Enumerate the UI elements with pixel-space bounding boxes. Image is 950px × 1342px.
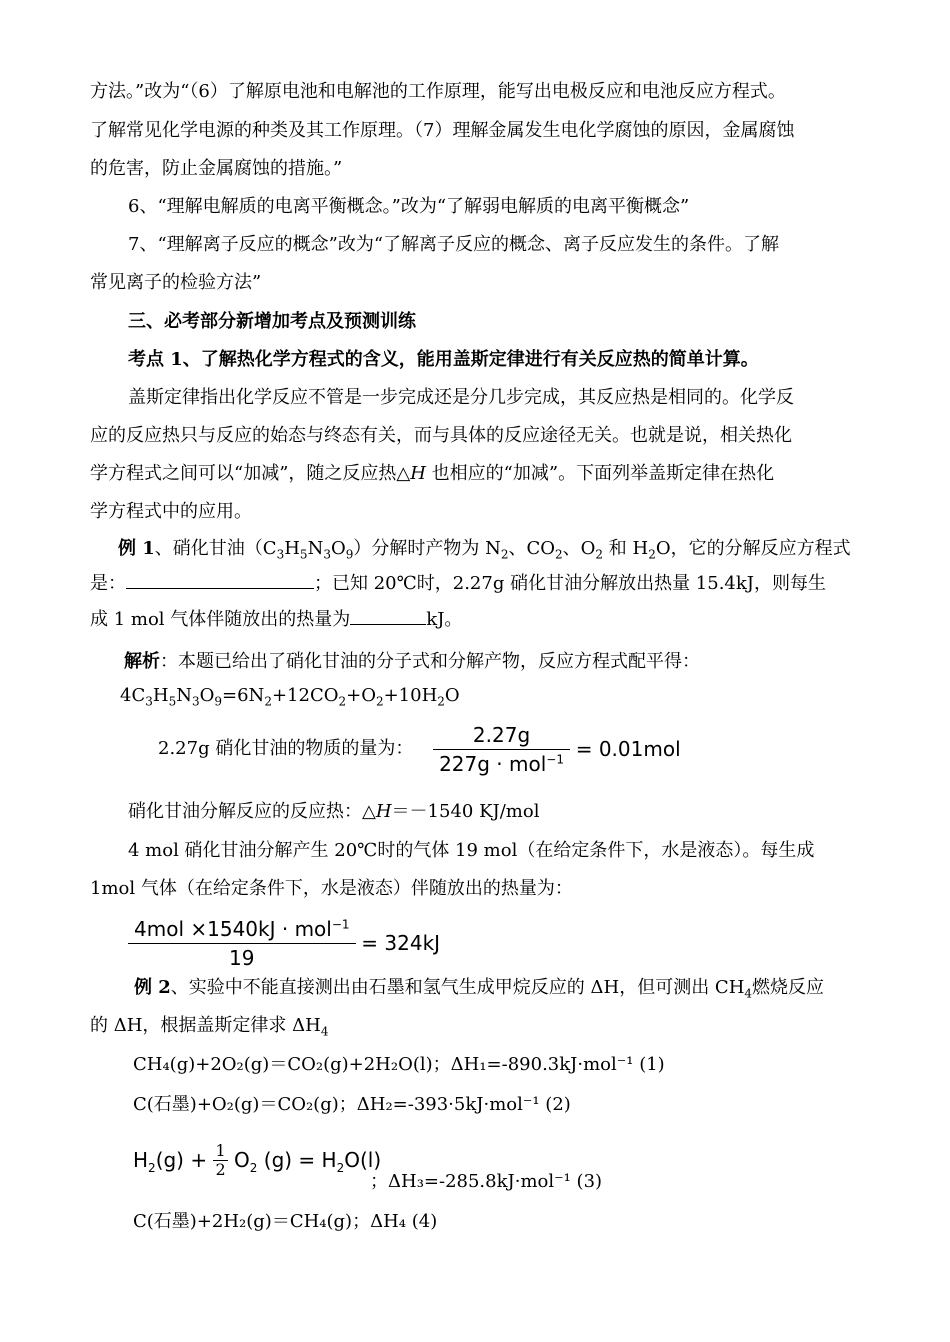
result: = 324kJ xyxy=(361,931,441,955)
equation-2: C(石墨)+O₂(g)＝CO₂(g)；ΔH₂=-393·5kJ·mol⁻¹ (2) xyxy=(133,1094,571,1115)
text-part: 成 1 mol 气体伴随放出的热量为 xyxy=(90,609,351,630)
text-part: N xyxy=(307,538,324,559)
fraction xyxy=(128,917,356,970)
subscript: 4 xyxy=(744,986,753,1001)
example-label: 例 2 xyxy=(134,977,171,998)
text-part: H xyxy=(152,685,169,706)
subscript: 9 xyxy=(214,694,223,709)
numerator xyxy=(128,917,356,944)
text-line: 常见离子的检验方法” xyxy=(90,272,262,293)
text-part: O xyxy=(330,538,346,559)
denominator: 2 xyxy=(215,1159,226,1179)
heat-line xyxy=(128,800,539,824)
text-line: 6、“理解电解质的电离平衡概念。”改为“了解弱电解质的电离平衡概念” xyxy=(128,196,690,217)
equation-4: C(石墨)+2H₂(g)＝CH₄(g)；ΔH₄ (4) xyxy=(133,1211,438,1232)
text-line: 盖斯定律指出化学反应不管是一步完成还是分几步完成，其反应热是相同的。化学反 xyxy=(128,387,794,408)
text-part: (g) = H xyxy=(257,1148,337,1172)
text-line: 的危害，防止金属腐蚀的措施。” xyxy=(90,158,343,179)
text-part: (g) + xyxy=(155,1148,214,1172)
subscript: 2 xyxy=(336,1161,345,1175)
topic-heading: 考点 1、了解热化学方程式的含义，能用盖斯定律进行有关反应热的简单计算。 xyxy=(128,349,759,370)
numerator: 1 xyxy=(215,1140,226,1160)
text-part: kJ。 xyxy=(426,609,463,630)
text-part: 是： xyxy=(90,573,126,594)
enthalpy-symbol: H xyxy=(375,801,392,822)
subscript: 2 xyxy=(264,694,272,709)
subscript: 3 xyxy=(276,547,285,562)
text-part: 的 ΔH，根据盖斯定律求 ΔH xyxy=(90,1015,321,1036)
text-part: ）分解时产物为 N xyxy=(353,538,501,559)
equation-3-formula xyxy=(133,1138,381,1182)
text-part: 、硝化甘油（C xyxy=(154,538,277,559)
equation-3-math xyxy=(227,1148,382,1175)
subscript: 4 xyxy=(320,1024,329,1039)
numerator: 2.27g xyxy=(433,723,570,750)
result: = 0.01mol xyxy=(575,737,681,761)
denominator: 19 xyxy=(229,945,255,970)
text-line xyxy=(90,462,774,486)
text-part: 学方程式之间可以“加减”，随之反应热△ xyxy=(90,463,411,484)
text-line: 4 mol 硝化甘油分解产生 20℃时的气体 19 mol（在给定条件下，水是液态）。每生成 xyxy=(128,840,815,861)
text-part: 、实验中不能直接测出由石墨和氢气生成甲烷反应的 ΔH，但可测出 CH xyxy=(170,977,745,998)
example-2-line xyxy=(134,976,824,1000)
example-1-line xyxy=(90,608,462,632)
text-part: O xyxy=(444,685,460,706)
text-part: ；已知 20℃时，2.27g 硝化甘油分解放出热量 15.4kJ，则每生 xyxy=(314,573,827,594)
subscript: 2 xyxy=(595,547,604,562)
text-line: 学方程式中的应用。 xyxy=(90,501,252,522)
text-part: ：本题已给出了硝化甘油的分子式和分解产物，反应方程式配平得： xyxy=(160,651,700,672)
subscript: 9 xyxy=(345,547,354,562)
text-line: 了解常见化学电源的种类及其工作原理。（7）理解金属发生电化学腐蚀的原因，金属腐蚀 xyxy=(90,120,795,141)
subscript: 3 xyxy=(191,694,200,709)
text-part: =6N xyxy=(222,685,265,706)
text-part: O，它的分解反应方程式 xyxy=(655,538,851,559)
equation-3-tail: ；ΔH₃=-285.8kJ·mol⁻¹ (3) xyxy=(370,1171,603,1192)
example-2-line xyxy=(90,1014,328,1038)
amount-line xyxy=(158,722,681,776)
superscript: −1 xyxy=(331,916,350,931)
example-1-line xyxy=(90,572,826,596)
subscript: 2 xyxy=(338,694,347,709)
example-label: 例 1 xyxy=(118,538,155,559)
superscript: −1 xyxy=(546,751,564,766)
text-part: +O xyxy=(346,685,376,706)
text-part: H xyxy=(284,538,300,559)
subscript: 2 xyxy=(648,547,656,562)
subscript: 2 xyxy=(249,1161,258,1175)
equation-1: CH₄(g)+2O₂(g)＝CO₂(g)+2H₂O(l)；ΔH₁=-890.3kJ·mol⁻¹ (1) xyxy=(133,1054,665,1075)
text-line: 1mol 气体（在给定条件下，水是液态）伴随放出的热量为： xyxy=(90,878,573,899)
text-part: 2.27g 硝化甘油的物质的量为： xyxy=(158,738,414,759)
heat-calc xyxy=(128,916,440,970)
example-1-line xyxy=(118,537,851,561)
text-line: 方法。”改为“（6）了解原电池和电解池的工作原理，能写出电极反应和电池反应方程式。 xyxy=(90,81,786,102)
subscript: 2 xyxy=(375,694,384,709)
text-line: 7、“理解离子反应的概念”改为“了解离子反应的概念、离子反应发生的条件。了解 xyxy=(128,234,780,255)
text-part: 也相应的“加减”。下面列举盖斯定律在热化 xyxy=(425,463,775,484)
text-part: N xyxy=(176,685,192,706)
text-part: +12CO xyxy=(271,685,339,706)
one-half-fraction xyxy=(213,1142,227,1179)
text-part: 硝化甘油分解反应的反应热：△ xyxy=(128,801,376,822)
answer-blank[interactable] xyxy=(126,572,314,589)
fraction xyxy=(433,723,570,776)
equation-3-math xyxy=(133,1148,214,1175)
answer-blank[interactable] xyxy=(350,608,426,625)
text-part: 4mol ×1540kJ · mol xyxy=(134,916,332,941)
balanced-equation xyxy=(120,684,460,708)
text-part: ＝－1540 KJ/mol xyxy=(391,801,540,822)
enthalpy-symbol: H xyxy=(410,463,426,484)
section-heading: 三、必考部分新增加考点及预测训练 xyxy=(128,311,416,332)
text-part: H xyxy=(133,1148,149,1172)
subscript: 2 xyxy=(555,547,563,562)
denominator xyxy=(433,750,570,776)
subscript: 2 xyxy=(148,1161,156,1175)
subscript: 3 xyxy=(145,694,153,709)
subscript: 3 xyxy=(323,547,331,562)
text-part: 、O xyxy=(562,538,596,559)
subscript: 5 xyxy=(168,694,177,709)
text-part: 和 H xyxy=(603,538,649,559)
subscript: 2 xyxy=(500,547,509,562)
text-part: O xyxy=(227,1148,250,1172)
text-part: O(l) xyxy=(344,1148,382,1172)
subscript: 5 xyxy=(299,547,308,562)
text-part: 燃烧反应 xyxy=(752,977,825,998)
text-part: 4C xyxy=(120,685,146,706)
text-part: +10H xyxy=(383,685,438,706)
solution-line xyxy=(124,650,700,674)
subscript: 2 xyxy=(437,694,445,709)
solution-label: 解析 xyxy=(124,651,160,672)
text-line: 应的反应热只与反应的始态与终态有关，而与具体的反应途径无关。也就是说，相关热化 xyxy=(90,425,792,446)
text-part: 、CO xyxy=(508,538,556,559)
text-part: 227g · mol xyxy=(439,751,547,776)
text-part: O xyxy=(199,685,215,706)
